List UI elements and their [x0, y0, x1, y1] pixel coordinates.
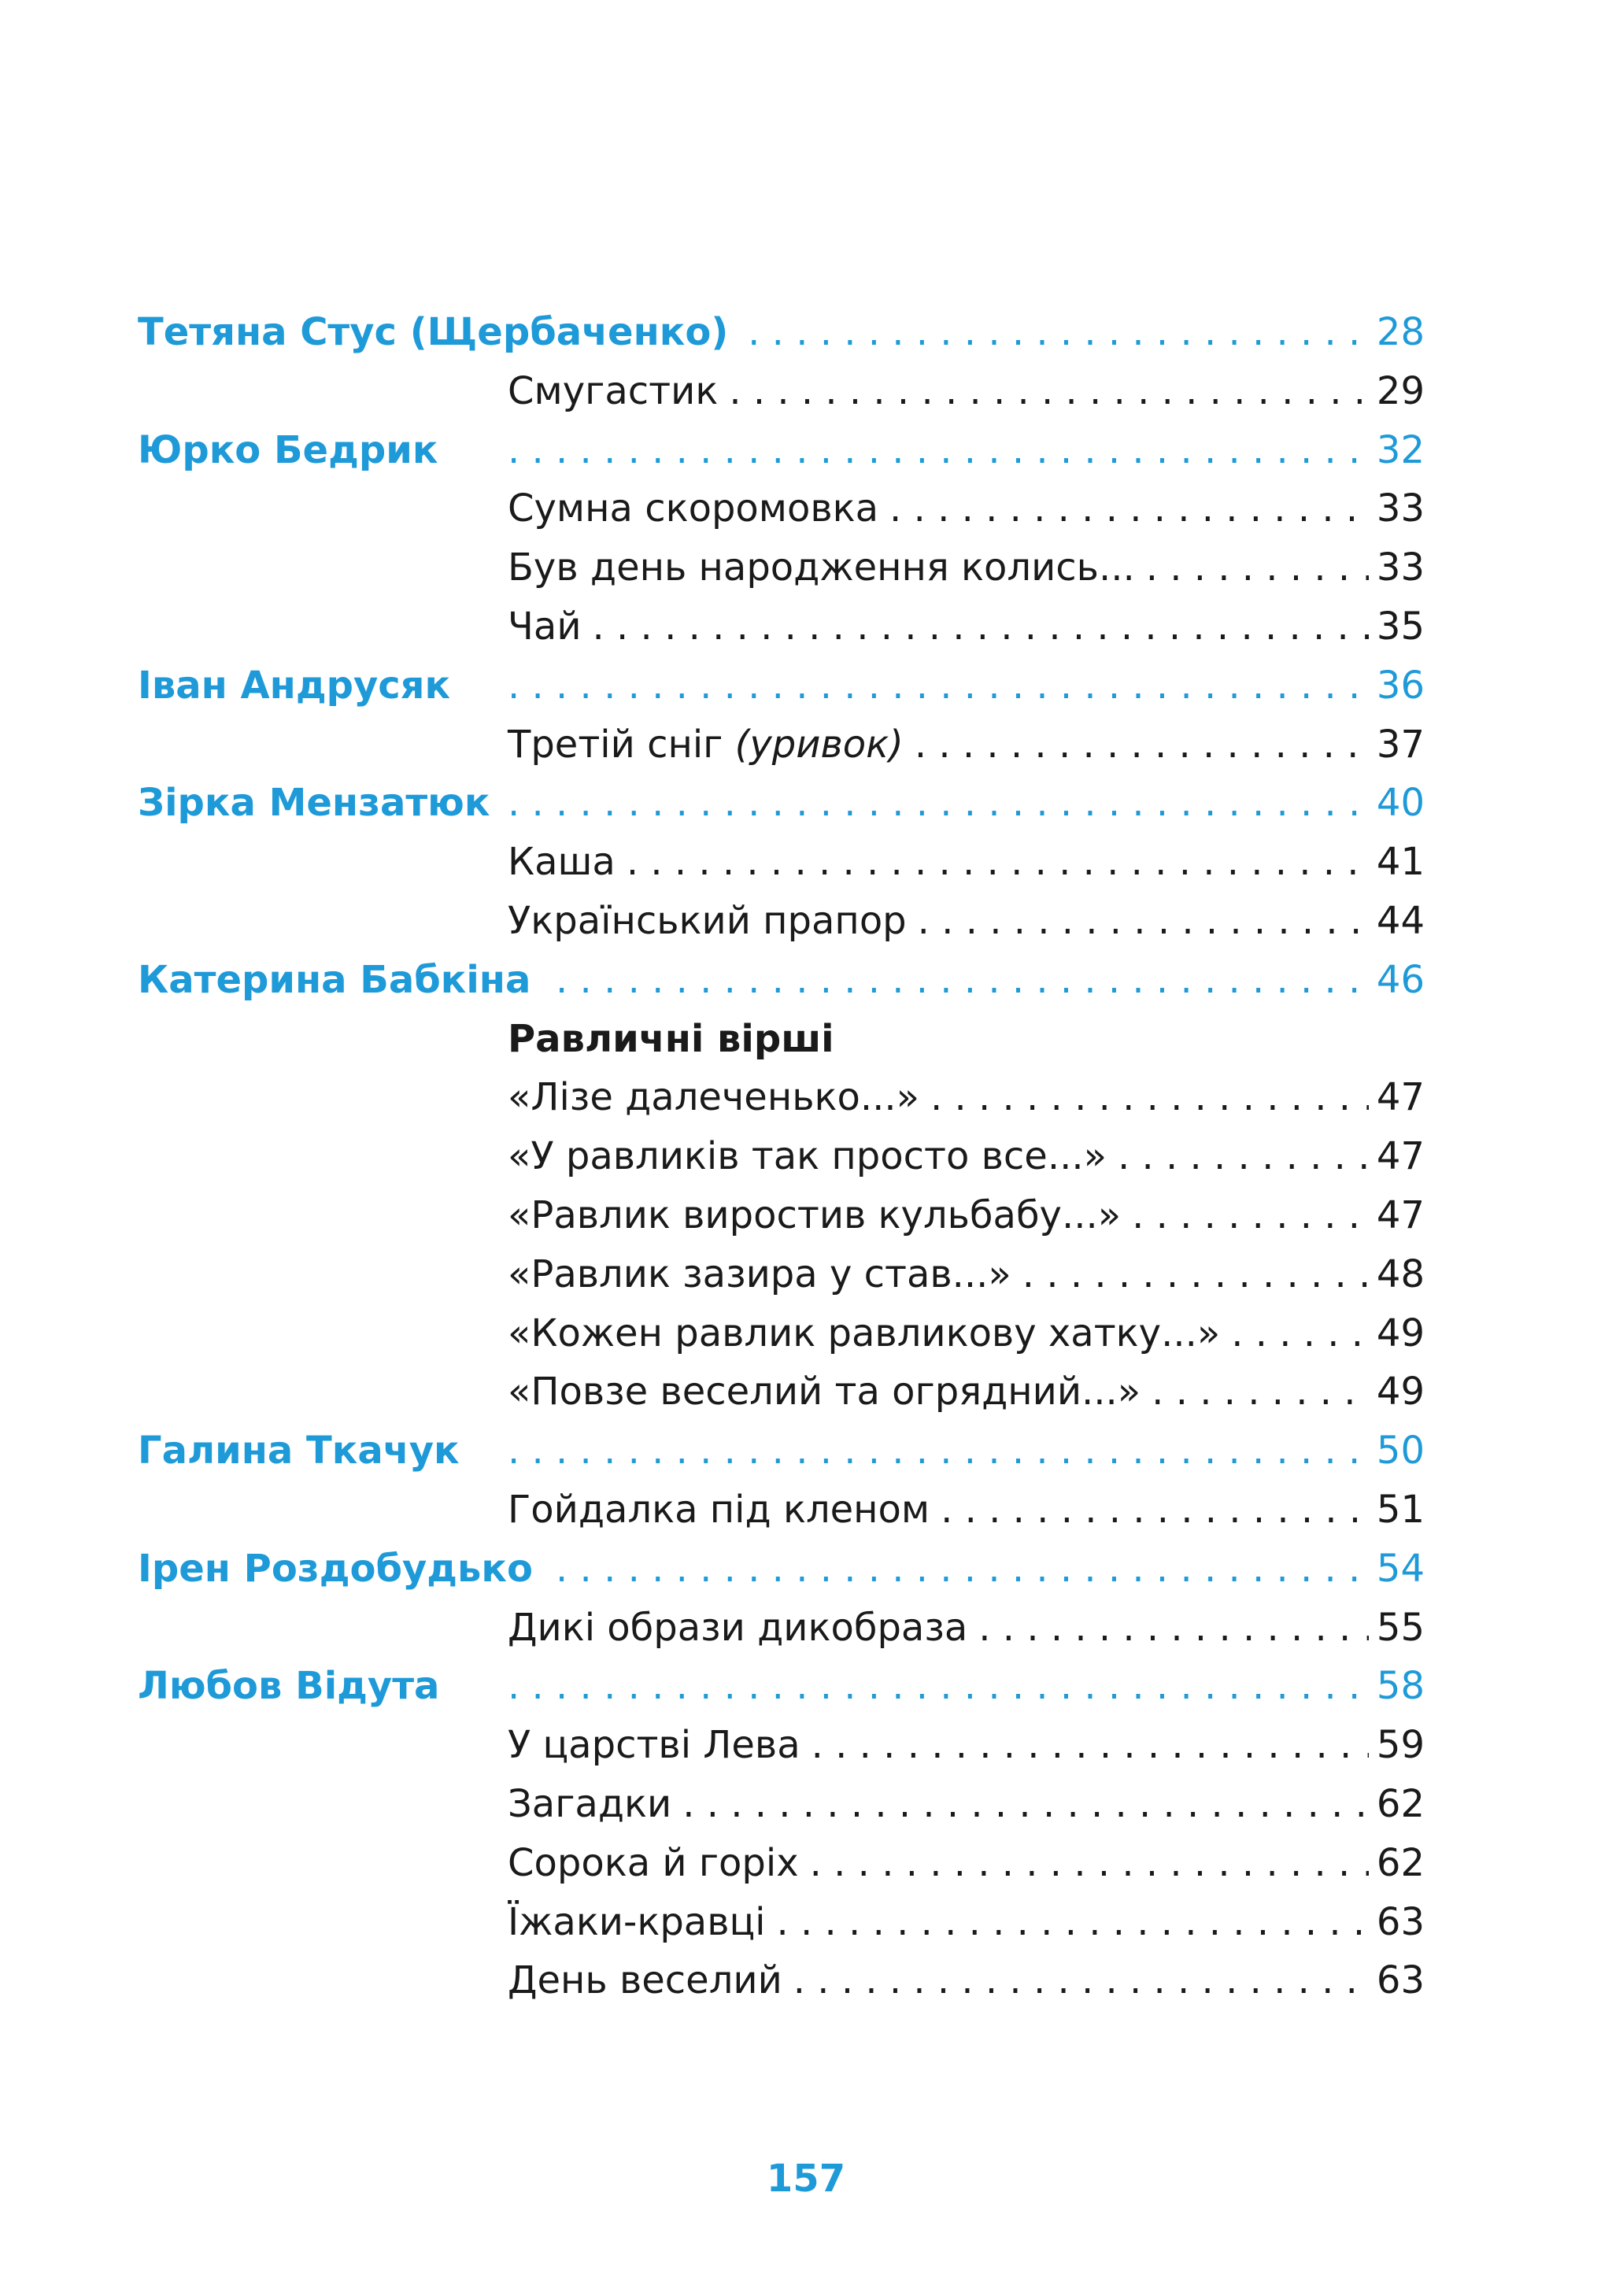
leader-line: [508, 1716, 1425, 1775]
toc-page-number: 63: [1369, 1951, 1425, 2010]
toc-work-title: [508, 597, 593, 656]
toc-author-name: Ірен Роздобудько: [138, 1540, 547, 1599]
toc-author-entry: [138, 421, 1425, 480]
toc-title-text: Був день народження колись...: [508, 545, 1135, 590]
toc-work-entry: [138, 479, 1425, 538]
toc-page-number: 35: [1369, 597, 1425, 656]
dot-leader: [508, 656, 1369, 715]
toc-work-entry: [138, 1362, 1425, 1422]
toc-page-number: 51: [1369, 1481, 1425, 1540]
toc-work-entry: [138, 538, 1425, 597]
leader-line: [508, 1010, 1425, 1069]
toc-work-title: [508, 1951, 793, 2010]
toc-author-entry: [138, 774, 1425, 833]
toc-work-entry: [138, 1599, 1425, 1658]
dot-leader: [810, 1834, 1369, 1893]
leader-line: [508, 951, 1425, 1010]
dot-leader: [508, 421, 1369, 480]
toc-title-text: «Лізе далеченько...»: [508, 1075, 919, 1120]
toc-title-text: «Повзе веселий та огрядний...»: [508, 1370, 1141, 1414]
toc-title-text: Каша: [508, 840, 616, 885]
toc-author-name: Юрко Бедрик: [138, 421, 452, 480]
leader-line: [508, 1186, 1425, 1245]
dot-leader: [889, 479, 1369, 538]
dot-leader: [593, 597, 1369, 656]
toc-work-entry: [138, 1068, 1425, 1127]
toc-work-entry: [138, 1716, 1425, 1775]
toc-title-note: (уривок): [734, 722, 904, 767]
leader-line: [508, 538, 1425, 597]
toc-work-entry: [138, 1186, 1425, 1245]
toc-page-number: 40: [1369, 774, 1425, 833]
leader-line: [508, 1304, 1425, 1363]
toc-page-number: 50: [1369, 1422, 1425, 1481]
leader-line: [508, 1893, 1425, 1952]
toc-title-text: Загадки: [508, 1781, 672, 1826]
toc-page-number: 33: [1369, 538, 1425, 597]
dot-leader: [941, 1481, 1369, 1540]
leader-line: [508, 1834, 1425, 1893]
toc-work-entry: [138, 1245, 1425, 1304]
toc-title-text: Дикі образи дикобраза: [508, 1605, 968, 1650]
toc-work-title: [508, 833, 627, 892]
toc-page-number: 28: [1369, 303, 1425, 362]
toc-title-text: Гойдалка під кленом: [508, 1487, 930, 1532]
toc-page-number: 37: [1369, 715, 1425, 775]
toc-author-name: Іван Андрусяк: [138, 656, 464, 715]
dot-leader: [627, 833, 1369, 892]
leader-line: [508, 362, 1425, 421]
toc-work-entry: [138, 1951, 1425, 2010]
toc-work-title: [508, 1893, 777, 1952]
leader-line: [508, 1951, 1425, 2010]
dot-leader: [508, 1540, 1369, 1599]
toc-page-number: 62: [1369, 1834, 1425, 1893]
toc-page-number: 58: [1369, 1657, 1425, 1716]
toc-work-title: [508, 1068, 930, 1127]
leader-line: [508, 1540, 1425, 1599]
dot-leader: [1022, 1245, 1369, 1304]
toc-author-entry: [138, 656, 1425, 715]
toc-title-text: Равличні вірші: [508, 1016, 834, 1061]
dot-leader: [918, 892, 1369, 951]
leader-line: [508, 1245, 1425, 1304]
toc-title-text: «Равлик виростив кульбабу...»: [508, 1192, 1122, 1237]
leader-line: [508, 892, 1425, 951]
toc-author-name: Тетяна Стус (Щербаченко): [138, 303, 742, 362]
dot-leader: [793, 1951, 1369, 2010]
toc-title-text: Їжаки-кравці: [508, 1899, 766, 1944]
toc-title-text: Третій сніг: [508, 722, 723, 767]
toc-page-number: 41: [1369, 833, 1425, 892]
toc-section-heading: [138, 1010, 1425, 1069]
dot-leader: [1231, 1304, 1369, 1363]
toc-page-number: 63: [1369, 1893, 1425, 1952]
toc-page-number: 49: [1369, 1304, 1425, 1363]
toc-work-title: [508, 1716, 812, 1775]
toc-page-number: 29: [1369, 362, 1425, 421]
toc-title-text: Український прапор: [508, 898, 907, 943]
leader-line: [508, 1362, 1425, 1422]
toc-work-entry: [138, 597, 1425, 656]
toc-work-title: [508, 538, 1146, 597]
leader-line: [508, 833, 1425, 892]
toc-work-entry: [138, 715, 1425, 775]
toc-work-entry: [138, 833, 1425, 892]
toc-work-entry: [138, 1775, 1425, 1834]
toc-page-number: 54: [1369, 1540, 1425, 1599]
toc-work-title: [508, 892, 918, 951]
toc-author-name: Катерина Бабкіна: [138, 951, 545, 1010]
page-number: 157: [766, 2157, 846, 2201]
toc-title-text: «Равлик зазира у став...»: [508, 1252, 1011, 1296]
leader-line: [508, 1127, 1425, 1186]
toc-work-entry: [138, 1481, 1425, 1540]
leader-line: [508, 597, 1425, 656]
leader-line: [508, 421, 1425, 480]
toc-work-title: [508, 1834, 810, 1893]
leader-line: [508, 656, 1425, 715]
toc-page-number: 49: [1369, 1362, 1425, 1422]
toc-page-number: 36: [1369, 656, 1425, 715]
toc-page-number: 47: [1369, 1186, 1425, 1245]
toc-title-text: Сорока й горіх: [508, 1840, 799, 1885]
toc-work-title: [508, 1127, 1118, 1186]
toc-author-name: Любов Відута: [138, 1657, 453, 1716]
dot-leader: [1132, 1186, 1369, 1245]
dot-leader: [1118, 1127, 1369, 1186]
dot-leader: [812, 1716, 1369, 1775]
toc-title-text: Смугастик: [508, 368, 719, 413]
toc-title-text: Чай: [508, 604, 582, 649]
toc-page-number: 59: [1369, 1716, 1425, 1775]
toc-title-text: «У равликів так просто все...»: [508, 1134, 1107, 1179]
toc-title-text: Сумна скоромовка: [508, 486, 879, 531]
toc-work-title: [508, 1481, 941, 1540]
dot-leader: [508, 951, 1369, 1010]
table-of-contents: [138, 303, 1425, 2010]
toc-work-entry: [138, 1893, 1425, 1952]
toc-author-entry: [138, 1422, 1425, 1481]
toc-author-entry: [138, 1540, 1425, 1599]
toc-work-title: [508, 1599, 978, 1658]
toc-author-name: Галина Ткачук: [138, 1422, 474, 1481]
toc-work-title: [508, 715, 915, 775]
leader-line: [508, 1481, 1425, 1540]
toc-page-number: 47: [1369, 1068, 1425, 1127]
toc-page-number: 47: [1369, 1127, 1425, 1186]
toc-work-entry: [138, 1834, 1425, 1893]
toc-work-title: [508, 1245, 1022, 1304]
leader-line: [508, 1657, 1425, 1716]
toc-work-entry: [138, 1304, 1425, 1363]
toc-work-title: [508, 1010, 845, 1069]
toc-title-text: У царстві Лева: [508, 1723, 800, 1768]
leader-line: [508, 1068, 1425, 1127]
toc-page-number: 44: [1369, 892, 1425, 951]
dot-leader: [508, 1657, 1369, 1716]
toc-author-entry: [138, 1657, 1425, 1716]
toc-work-title: [508, 479, 889, 538]
dot-leader: [682, 1775, 1369, 1834]
toc-work-entry: [138, 892, 1425, 951]
toc-title-text: День веселий: [508, 1958, 782, 2003]
dot-leader: [1152, 1362, 1369, 1422]
dot-leader: [1146, 538, 1369, 597]
leader-line: [508, 479, 1425, 538]
toc-page-number: 46: [1369, 951, 1425, 1010]
leader-line: [508, 1599, 1425, 1658]
toc-page-number: 55: [1369, 1599, 1425, 1658]
dot-leader: [729, 362, 1369, 421]
toc-author-entry: [138, 303, 1425, 362]
toc-page-number: 48: [1369, 1245, 1425, 1304]
dot-leader: [508, 1422, 1369, 1481]
toc-work-title: [508, 1775, 682, 1834]
leader-line: [508, 1422, 1425, 1481]
dot-leader: [508, 774, 1369, 833]
dot-leader: [915, 715, 1369, 775]
toc-author-name: Зірка Мензатюк: [138, 774, 504, 833]
leader-line: [508, 774, 1425, 833]
dot-leader: [978, 1599, 1369, 1658]
toc-work-title: [508, 1304, 1231, 1363]
dot-leader: [777, 1893, 1369, 1952]
dot-leader: [930, 1068, 1369, 1127]
toc-page-number: 62: [1369, 1775, 1425, 1834]
toc-work-entry: [138, 1127, 1425, 1186]
toc-work-title: [508, 362, 729, 421]
toc-work-title: [508, 1186, 1132, 1245]
toc-page-number: 33: [1369, 479, 1425, 538]
toc-work-entry: [138, 362, 1425, 421]
leader-line: [508, 1775, 1425, 1834]
toc-author-entry: [138, 951, 1425, 1010]
toc-work-title: [508, 1362, 1152, 1422]
toc-title-text: «Кожен равлик равликову хатку...»: [508, 1311, 1221, 1355]
leader-line: [508, 715, 1425, 775]
toc-page-number: 32: [1369, 421, 1425, 480]
